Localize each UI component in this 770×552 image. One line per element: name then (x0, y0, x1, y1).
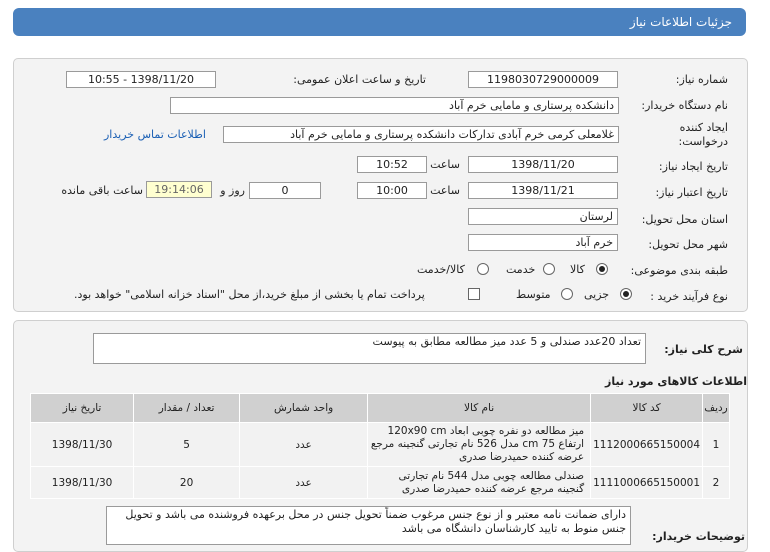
process-radio-minor[interactable] (620, 288, 632, 300)
need-number-label: شماره نیاز: (675, 73, 728, 86)
item-name: میز مطالعه دو نفره چوبی ابعاد 120x90 cm ارتفاع 75 cm مدل 526 نام تجارتی گنجینه مرجع عرضه کننده حمیدرضا صدری (368, 423, 591, 467)
create-time-label: ساعت (430, 158, 460, 171)
buyer-label: نام دستگاه خریدار: (641, 99, 728, 112)
row-number: 1 (703, 423, 730, 467)
valid-date-field[interactable]: 1398/11/21 (468, 182, 618, 199)
summary-field[interactable]: تعداد 20عدد صندلی و 5 عدد میز مطالعه مطابق به پیوست (93, 333, 646, 364)
item-unit: عدد (240, 467, 368, 499)
process-option-medium: متوسط (516, 288, 551, 301)
items-table (30, 393, 730, 499)
table-row[interactable] (31, 467, 730, 499)
col-date: تاریخ نیاز (31, 394, 134, 423)
need-number-field[interactable]: 1198030729000009 (468, 71, 618, 88)
valid-date-label: تاریخ اعتبار نیاز: (655, 186, 728, 199)
creator-label: ایجاد کننده درخواست: (678, 121, 728, 148)
process-label: نوع فرآیند خرید : (650, 290, 728, 303)
page-title: جزئیات اطلاعات نیاز (629, 15, 732, 29)
announce-field[interactable]: 1398/11/20 - 10:55 (66, 71, 216, 88)
days-label: روز و (220, 184, 245, 197)
creator-field[interactable]: غلامعلی کرمی خرم آبادی تدارکات دانشکده پرستاری و مامایی خرم آباد (223, 126, 619, 143)
col-qty: تعداد / مقدار (134, 394, 240, 423)
row-number: 2 (703, 467, 730, 499)
buyer-field[interactable]: دانشکده پرستاری و مامایی خرم آباد (170, 97, 619, 114)
category-radio-goods[interactable] (596, 263, 608, 275)
process-radio-medium[interactable] (561, 288, 573, 300)
page-header (13, 8, 746, 36)
buyer-contact-link[interactable]: اطلاعات تماس خریدار (104, 128, 206, 141)
col-name: نام کالا (368, 394, 591, 423)
create-date-field[interactable]: 1398/11/20 (468, 156, 618, 173)
category-label: طبقه بندی موضوعی: (630, 264, 728, 277)
item-name: صندلی مطالعه چوبی مدل 544 نام تجارتی گنجینه مرجع عرضه کننده حمیدرضا صدری (368, 467, 591, 499)
category-option-service: خدمت (506, 263, 536, 276)
treasury-payment-checkbox[interactable] (468, 288, 480, 300)
city-label: شهر محل تحویل: (648, 238, 728, 251)
city-field[interactable]: خرم آباد (468, 234, 618, 251)
create-date-label: تاریخ ایجاد نیاز: (658, 160, 728, 173)
province-label: استان محل تحویل: (641, 213, 728, 226)
item-code: 1112000665150004 (591, 423, 703, 467)
items-table-header (31, 394, 730, 423)
valid-time-field[interactable]: 10:00 (357, 182, 427, 199)
table-row[interactable] (31, 423, 730, 467)
item-date: 1398/11/30 (31, 467, 134, 499)
items-section-title: اطلاعات کالاهای مورد نیاز (605, 375, 747, 388)
item-code: 1111000665150001 (591, 467, 703, 499)
process-option-minor: جزیی (584, 288, 610, 301)
buyer-notes-label: توضیحات خریدار: (652, 530, 745, 543)
category-radio-both[interactable] (477, 263, 489, 275)
summary-label: شرح کلی نیاز: (664, 343, 743, 356)
treasury-payment-note: پرداخت تمام یا بخشی از مبلغ خرید،از محل "اسناد خزانه اسلامی" خواهد بود. (74, 288, 425, 301)
item-date: 1398/11/30 (31, 423, 134, 467)
province-field[interactable]: لرستان (468, 208, 618, 225)
create-time-field[interactable]: 10:52 (357, 156, 427, 173)
col-unit: واحد شمارش (240, 394, 368, 423)
category-option-both: کالا/خدمت (417, 263, 465, 276)
item-qty: 5 (134, 423, 240, 467)
item-qty: 20 (134, 467, 240, 499)
announce-label: تاریخ و ساعت اعلان عمومی: (293, 73, 426, 86)
item-unit: عدد (240, 423, 368, 467)
valid-time-label: ساعت (430, 184, 460, 197)
col-row: ردیف (703, 394, 730, 423)
remaining-label: ساعت باقی مانده (61, 184, 143, 197)
category-option-goods: کالا (570, 263, 585, 276)
remaining-time-field: 19:14:06 (146, 181, 212, 198)
days-field[interactable]: 0 (249, 182, 321, 199)
col-code: کد کالا (591, 394, 703, 423)
category-radio-service[interactable] (543, 263, 555, 275)
buyer-notes-field[interactable]: دارای ضمانت نامه معتبر و از نوع جنس مرغوب ضمناً تحویل جنس در محل برعهده فروشنده می باشد و تحویل جنس منوط به تایید کارشناسان دانشگاه می باشد (106, 506, 631, 545)
